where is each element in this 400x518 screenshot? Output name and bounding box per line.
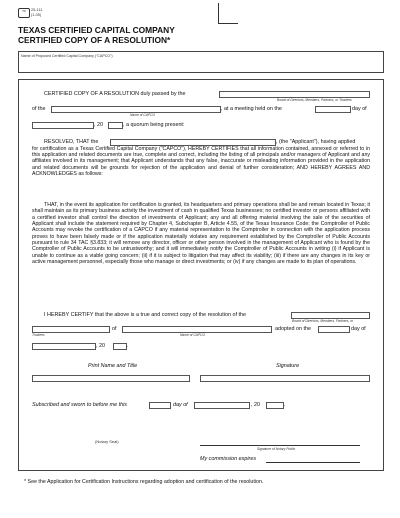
- notary-signature-line[interactable]: [200, 445, 360, 446]
- page-subtitle: CERTIFIED COPY OF A RESOLUTION*: [18, 35, 171, 45]
- certify-board-caption: Board of Directors, Members, Partners, or: [292, 319, 354, 323]
- signature-label: Signature: [276, 363, 300, 369]
- board-type-field[interactable]: [219, 91, 370, 98]
- certify-of-label: of: [112, 326, 117, 332]
- adopted-day-field[interactable]: [318, 326, 350, 333]
- resolved-lead: RESOLVED, THAT the: [44, 139, 99, 145]
- form-number: 25-111: [31, 8, 43, 12]
- certify-year-prefix: , 20: [96, 343, 105, 349]
- print-name-label: Print Name and Title: [88, 363, 138, 369]
- certify-trustees-field[interactable]: [32, 326, 110, 333]
- year-prefix: , 20: [94, 122, 103, 128]
- capco-name-box[interactable]: [18, 51, 384, 73]
- sworn-day-field[interactable]: [149, 402, 171, 409]
- certify-year-suffix: .: [127, 343, 129, 349]
- sworn-year-suffix: .: [284, 402, 286, 408]
- trustees-caption: Trustees: [32, 333, 45, 337]
- form-date: (1-05): [31, 13, 42, 17]
- meeting-year-field[interactable]: [108, 122, 123, 129]
- certify-board-field[interactable]: [291, 312, 370, 319]
- sworn-label: Subscribed and sworn to before me this: [32, 402, 127, 408]
- day-of-label: day of: [352, 106, 367, 112]
- certify-capco-field[interactable]: [122, 326, 272, 333]
- capco-name-label: Name of Proposed Certified Capital Company ("CAPCO"): [21, 53, 113, 58]
- meeting-held-label: , at a meeting held on the: [221, 106, 282, 112]
- quorum-label: , a quorum being present:: [123, 122, 185, 128]
- print-name-field[interactable]: [32, 375, 190, 382]
- signature-field[interactable]: [200, 375, 370, 382]
- sworn-year-prefix: , 20: [251, 402, 260, 408]
- capco-name-caption: Name of CAPCO: [130, 113, 156, 117]
- of-the-label: of the: [32, 106, 46, 112]
- comptroller-logo: TX: [18, 8, 30, 18]
- sworn-month-field[interactable]: [194, 402, 250, 409]
- certify-text: I HEREBY CERTIFY that the above is a true and correct copy of the resolution of the: [44, 312, 246, 318]
- commission-label: My commission expires: [200, 456, 257, 462]
- notary-seal-label: (Notary Seal): [95, 439, 119, 444]
- that-paragraph: THAT, in the event its application for certification is granted, its headquarters and primary operations shall be and remain located in Texas; it shall maintain as its primary business activity the investment of cash in qualified Texas businesses; no certified investor or persons affiliated with a certified investor shall control the direction of investments of Applicant; any and all offering material involving the sale of the securities of Applicant shall include the statement required by Chapter 4, Subchapter B, Article 4.55, of the Texas Insurance Code; the Comptroller of Public Accounts may revoke the certification of a CAPCO if any material representation to the Comptroller in connection with the application process proves to have been falsely made or if the application materially violates any requirement established by the Comptroller of Public Accounts pursuant to rule 34 TAC §3.833; it will remove any director, officer or other person involved in the management of Applicant who is found by the Comptroller of Public Accounts to be untrustworthy; and it will immediately notify the Comptroller of Public Accounts in writing (i) if Applicant is unable to continue as a viable going concern; (ii) if it is subject to litigation that may affect its viability; (iii) if there are any changes in its key or active management personnel, especially those who manage or direct investments; or (iv) if any changes are made to its plan of operations.: [32, 202, 370, 266]
- corner-mark: [218, 3, 219, 23]
- corner-mark-base: [218, 23, 238, 24]
- board-type-caption: Board of Directors, Members, Partners, or Trustees: [277, 98, 352, 102]
- notary-signature-caption: Signature of Notary Public: [257, 447, 296, 451]
- certify-day-of-label: day of: [351, 326, 366, 332]
- commission-expires-field[interactable]: [266, 462, 360, 463]
- sworn-day-of-label: day of: [173, 402, 188, 408]
- sworn-year-field[interactable]: [266, 402, 284, 409]
- meeting-day-field[interactable]: [315, 106, 351, 113]
- certify-capco-caption: Name of CAPCO: [180, 333, 206, 337]
- adopted-label: adopted on the: [275, 326, 311, 332]
- footnote: * See the Application for Certification Instructions regarding adoption and certification of the resolution.: [24, 479, 264, 485]
- resolution-intro: CERTIFIED COPY OF A RESOLUTION duly passed by the: [44, 91, 186, 97]
- applicant-label: , (the "Applicant"), having applied: [276, 139, 356, 145]
- adopted-year-field[interactable]: [113, 343, 127, 350]
- resolved-paragraph: for certification as a Texas Certified Capital Company ("CAPCO"), HEREBY CERTIFIES that all information contained, annexed or referred to in this application and related documents are true, complete and correct, including the listing of all principals and/or managers of Applicant and any affiliates involved in its management; that Applicant understands that any false, inaccurate or misleading information provided in the application and related documents will be grounds for rejection of the application and denial of further consideration; AND HEREBY AGREES AND ACKNOWLEDGES as follows:: [32, 145, 370, 177]
- page-title: TEXAS CERTIFIED CAPITAL COMPANY: [18, 25, 175, 35]
- capco-name-field[interactable]: [51, 106, 221, 113]
- resolution-box: [18, 79, 384, 471]
- adopted-month-field[interactable]: [32, 343, 96, 350]
- meeting-month-field[interactable]: [32, 122, 94, 129]
